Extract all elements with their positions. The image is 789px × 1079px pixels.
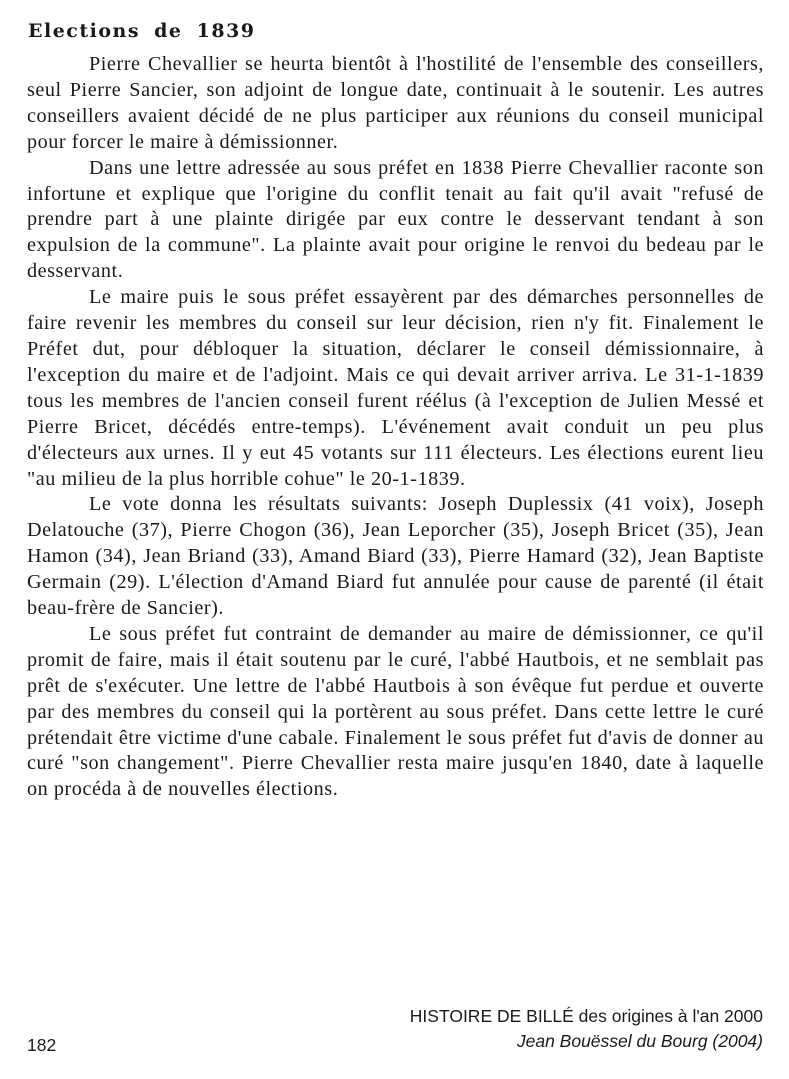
- paragraph-5: Le sous préfet fut contraint de demander au maire de démissionner, ce qu'il promit de faire, mais il était soutenu par le curé, l'abbé Hautbois, et ne semblait pas prêt de s'exécuter. Une lettre de l'abbé Hautbois à son évêque fut perdue et ouverte par des membres du conseil qui la portèrent au sous préfet. Dans cette lettre le curé prétendait être victime d'une cabale. Finalement le sous préfet fut d'avis de donner au curé "son changement". Pierre Chevallier resta maire jusqu'en 1840, date à laquelle on procéda à de nouvelles élections.: [27, 622, 764, 801]
- page-number: 182: [27, 1035, 57, 1055]
- footer-book-title: HISTOIRE DE BILLÉ des origines à l'an 2000: [409, 1006, 763, 1026]
- paragraph-2: Dans une lettre adressée au sous préfet en 1838 Pierre Chevallier raconte son infortune et explique que l'origine du conflit tenait au fait qu'il avait "refusé de prendre part à une plainte dirigée par eux contre le desservant tendant à son expulsion de la commune". La plainte avait pour origine le renvoi du bedeau par le desservant.: [27, 156, 764, 283]
- paragraph-1: Pierre Chevallier se heurta bientôt à l'hostilité de l'ensemble des conseillers, seul Pierre Sancier, son adjoint de longue date, continuait à le soutenir. Les autres conseillers avaient décidé de ne plus participer aux réunions du conseil municipal pour forcer le maire à démissionner.: [27, 53, 764, 153]
- section-title: Elections de 1839: [28, 20, 256, 42]
- footer-author: Jean Bouëssel du Bourg (2004): [516, 1031, 763, 1051]
- paragraph-4: Le vote donna les résultats suivants: Joseph Duplessix (41 voix), Joseph Delatouche (37), Pierre Chogon (36), Jean Leporcher (35), Joseph Bricet (35), Jean Hamon (34), Jean Briand (33), Amand Biard (33), Pierre Hamard (32), Jean Baptiste Germain (29). L'élection d'Amand Biard fut annulée pour cause de parenté (il était beau-frère de Sancier).: [27, 493, 764, 620]
- paragraph-3: Le maire puis le sous préfet essayèrent par des démarches personnelles de faire revenir les membres du conseil sur leur décision, rien n'y fit. Finalement le Préfet dut, pour débloquer la situation, déclarer le conseil démissionnaire, à l'exception du maire et de l'adjoint. Mais ce qui devait arriver arriva. Le 31-1-1839 tous les membres de l'ancien conseil furent réélus (à l'exception de Julien Messé et Pierre Bricet, décédés entre-temps). L'événement avait conduit un peu plus d'électeurs aux urnes. Il y eut 45 votants sur 111 électeurs. Les élections eurent lieu "au milieu de la plus horrible cohue" le 20-1-1839.: [27, 286, 764, 490]
- article-body: [27, 52, 764, 803]
